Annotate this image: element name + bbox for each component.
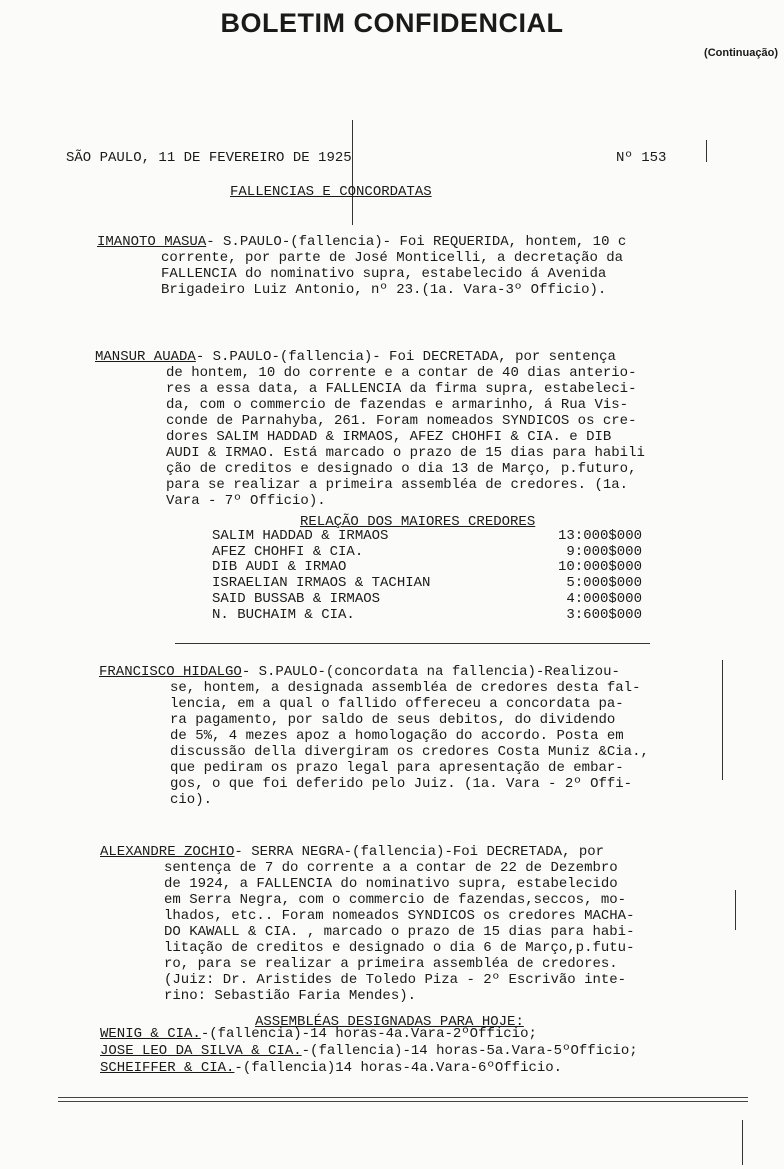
creditor-amount: 10:000$000 [557,559,642,576]
creditor-name: SALIM HADDAD & IRMAOS [212,528,389,544]
assembly-item [100,1060,638,1077]
entry-line: DO KAWALL & CIA. , marcado o prazo de 15 dias para habi- [164,924,635,940]
entry-imanoto-masua [97,234,627,314]
dateline: SÃO PAULO, 11 DE FEVEREIRO DE 1925 [66,150,352,166]
entry-line: Brigadeiro Luiz Antonio, nº 23.(1a. Vara-3º Officio). [161,282,607,298]
creditor-name: AFEZ CHOHFI & CIA. [212,543,364,560]
entry-line: - SERRA NEGRA-(fallencia)-Foi DECRETADA, por [234,844,605,860]
assemblies-title: ASSEMBLÉAS DESIGNADAS PARA HOJE: [255,1014,524,1030]
entry-line: lencia, em a qual o fallido offereceu a concordata pa- [170,696,624,712]
entry-line: - S.PAULO-(fallencia)- Foi DECRETADA, por sentença [195,349,616,365]
entry-line: Vara - 7º Officio). [166,493,326,509]
entry-line: de hontem, 10 do corrente e a contar de 40 dias anterio- [166,365,637,381]
creditor-amount: 9:000$000 [566,543,642,560]
creditor-name: SAID BUSSAB & IRMAOS [212,590,381,607]
assembly-detail: -(fallencia)-14 horas-5a.Vara-5ºOfficio; [301,1043,638,1059]
fold-line [352,120,353,225]
margin-mark [742,1120,743,1165]
creditor-amount: 3:600$000 [566,606,642,623]
entry-line: discussão della divergiram os credores Costa Muniz &Cia., [170,744,649,760]
entry-line: (Juiz: Dr. Aristides de Toledo Piza - 2º Escrivão inte- [164,972,627,988]
entry-line: para se realizar a primeira assembléa de credores. (1a. [166,477,629,493]
entry-name: FRANCISCO HIDALGO [99,664,242,680]
entry-name: IMANOTO MASUA [97,234,207,250]
entry-line: rino: Sebastião Faria Mendes). [164,988,417,1004]
entry-name: MANSUR AUADA [95,349,196,365]
entry-line: litação de creditos e designado o dia 6 de Março,p.futu- [164,940,635,956]
creditor-row [212,592,642,608]
assembly-name: WENIG & CIA. [100,1026,201,1042]
creditors-table [212,529,642,623]
margin-mark [706,140,707,162]
bottom-rule [58,1097,748,1102]
entry-line: AUDI & IRMAO. Está marcado o prazo de 15 dias para habili [166,445,645,461]
separator [175,643,650,644]
creditor-name: DIB AUDI & IRMAO [212,559,347,576]
margin-mark [735,890,736,930]
entry-line: de 5%, 4 mezes apoz a homologação do accordo. Posta em [170,728,624,744]
creditor-row [212,529,642,545]
entry-line: gos, o que foi deferido pelo Juiz. (1a. Vara - 2º Offi- [170,776,633,792]
creditor-name: N. BUCHAIM & CIA. [212,606,355,623]
entry-line: se, hontem, a designada assembléa de credores desta fal- [170,680,641,696]
page-title: BOLETIM CONFIDENCIAL [220,8,564,38]
entry-name: ALEXANDRE ZOCHIO [100,844,235,860]
creditor-row [212,560,642,576]
entry-line: de 1924, a FALLENCIA do nominativo supra, estabelecido [164,876,618,892]
entry-line: cio). [170,792,213,808]
continuation-note: (Continuação) [704,47,778,59]
entry-line: dores SALIM HADDAD & IRMAOS, AFEZ CHOHFI & CIA. e DIB [166,429,612,445]
entry-line: em Serra Negra, com o commercio de fazendas,seccos, mo- [164,892,627,908]
entry-line: da, com o commercio de fazendas e armarinho, á Rua Vis- [166,397,629,413]
assembly-name: SCHEIFFER & CIA. [100,1060,235,1076]
entry-line: corrente, por parte de José Monticelli, a decretação da [161,250,624,266]
entry-alexandre-zochio [100,844,635,1020]
assembly-detail: -(fallencia)14 horas-4a.Vara-6ºOfficio. [234,1060,563,1076]
entry-line: sentença de 7 do corrente a a contar de 22 de Dezembro [164,860,618,876]
creditor-row [212,545,642,561]
entry-line: - S.PAULO-(concordata na fallencia)-Realizou- [241,664,620,680]
entry-line: lhados, etc.. Foram nomeados SYNDICOS os credores MACHA- [164,908,635,924]
creditor-name: ISRAELIAN IRMAOS & TACHIAN [212,575,431,592]
entry-line: ro, para se realizar a primeira assembléa de credores. [164,956,618,972]
entry-line: ção de creditos e designado o dia 13 de Março, p.futuro, [166,461,637,477]
margin-mark [722,660,723,780]
entry-line: ra pagamento, por saldo de seus debitos, do dividendo [170,712,616,728]
entry-line: - S.PAULO-(fallencia)- Foi REQUERIDA, hontem, 10 c [206,234,627,250]
entry-line: que pediram os prazo legal para apresentação de embar- [170,760,624,776]
entry-line: conde de Parnahyba, 261. Foram nomeados SYNDICOS os cre- [166,413,637,429]
creditor-amount: 5:000$000 [566,575,642,592]
section-title: FALLENCIAS E CONCORDATAS [230,184,432,200]
assembly-name: JOSE LEO DA SILVA & CIA. [100,1043,302,1059]
assembly-item [100,1043,638,1060]
bulletin-number: Nº 153 [616,150,667,166]
creditors-title: RELAÇÃO DOS MAIORES CREDORES [300,514,536,530]
assemblies-list [100,1026,638,1077]
creditor-amount: 4:000$000 [566,590,642,607]
entry-francisco-hidalgo [99,664,649,824]
assembly-item [100,1026,638,1043]
creditor-row [212,608,642,624]
creditor-amount: 13:000$000 [557,528,642,544]
entry-line: FALLENCIA do nominativo supra, estabelecido á Avenida [161,266,607,282]
creditor-row [212,576,642,592]
assembly-detail: -(fallencia)-14 horas-4a.Vara-2ºOfficio; [200,1026,537,1042]
entry-line: res a essa data, a FALLENCIA da firma supra, estabeleci- [166,381,637,397]
